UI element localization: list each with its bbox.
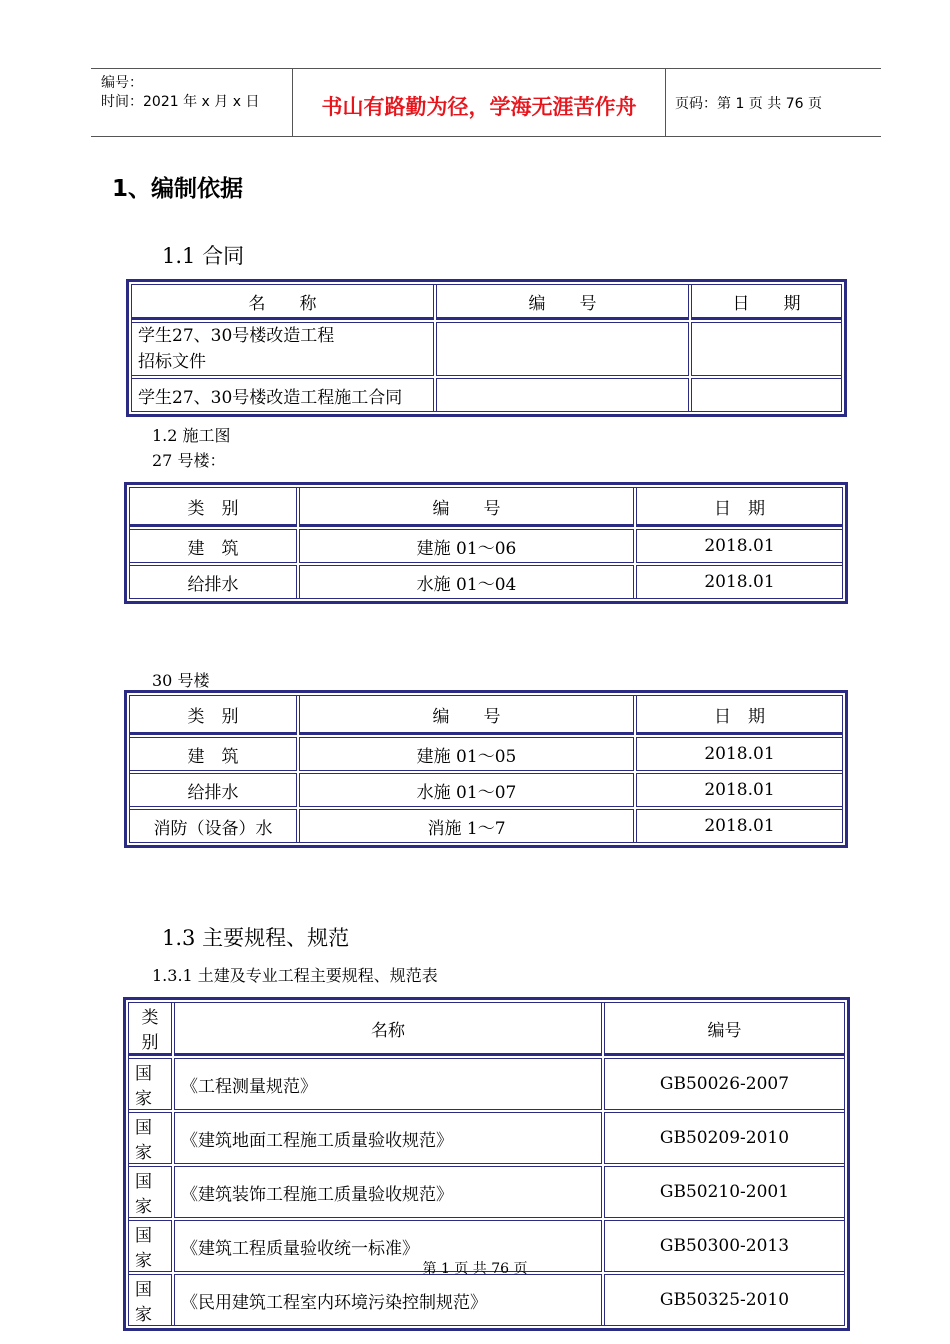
table-cell: 建施 01～05: [299, 737, 634, 771]
subsection-title-standards: 1.3 主要规程、规范: [162, 926, 350, 950]
table-cell: 学生27、30号楼改造工程施工合同: [131, 378, 434, 412]
table-cell: 水施 01～04: [299, 565, 634, 599]
table-cell: 国家: [128, 1166, 172, 1218]
table-cell: 《民用建筑工程室内环境污染控制规范》: [174, 1274, 602, 1326]
building-27-label: 27 号楼：: [152, 451, 226, 470]
col-header: 编 号: [299, 487, 634, 527]
table-cell: 国家: [128, 1112, 172, 1164]
table-cell: GB50300-2013: [604, 1220, 845, 1272]
col-header: 类 别: [129, 487, 297, 527]
col-header: 日 期: [636, 695, 843, 735]
table-cell: GB50210-2001: [604, 1166, 845, 1218]
table-cell: 给排水: [129, 773, 297, 807]
table-cell: GB50325-2010: [604, 1274, 845, 1326]
header-meta-cell: [91, 69, 293, 136]
table-cell: [691, 378, 842, 412]
table-cell: 消施 1～7: [299, 809, 634, 843]
page-indicator: 页码：第 1 页 共 76 页: [675, 96, 822, 112]
table-cell: 消防（设备）水: [129, 809, 297, 843]
doc-date-label: 时间：2021 年 x 月 x 日: [101, 94, 260, 110]
table-cell: 建 筑: [129, 529, 297, 563]
table-cell: 2018.01: [636, 809, 843, 843]
table-cell: 《建筑工程质量验收统一标准》: [174, 1220, 602, 1272]
standards-table: [123, 997, 850, 1331]
col-header: 编 号: [299, 695, 634, 735]
standards-table-caption: 1.3.1 土建及专业工程主要规程、规范表: [152, 966, 438, 985]
table-cell: 建施 01～06: [299, 529, 634, 563]
table-cell: 水施 01～07: [299, 773, 634, 807]
col-header: 类别: [128, 1002, 172, 1056]
table-cell: 2018.01: [636, 529, 843, 563]
table-cell: 国家: [128, 1220, 172, 1272]
motto-text: 书山有路勤为径，学海无涯苦作舟: [321, 95, 637, 119]
col-header: 类 别: [129, 695, 297, 735]
page-header: [91, 68, 881, 137]
contract-table: [126, 279, 847, 417]
drawings-27-table: [124, 482, 848, 604]
header-motto-cell: [293, 69, 666, 136]
table-cell: 《建筑地面工程施工质量验收规范》: [174, 1112, 602, 1164]
table-cell: 建 筑: [129, 737, 297, 771]
table-cell: [691, 322, 842, 376]
page-footer: 第 1 页 共 76 页: [422, 1261, 528, 1277]
building-30-label: 30 号楼: [152, 671, 210, 690]
table-cell: [436, 378, 689, 412]
table-cell: 学生27、30号楼改造工程 招标文件: [131, 322, 434, 376]
table-cell: GB50026-2007: [604, 1058, 845, 1110]
col-header: 编号: [604, 1002, 845, 1056]
col-header: 编 号: [436, 284, 689, 320]
table-cell: 《建筑装饰工程施工质量验收规范》: [174, 1166, 602, 1218]
table-cell: 2018.01: [636, 737, 843, 771]
table-cell: 《工程测量规范》: [174, 1058, 602, 1110]
subsection-title-contract: 1.1 合同: [162, 244, 245, 268]
col-header: 名称: [174, 1002, 602, 1056]
header-page-cell: [666, 69, 881, 136]
table-cell: 给排水: [129, 565, 297, 599]
col-header: 日 期: [636, 487, 843, 527]
table-cell: 2018.01: [636, 565, 843, 599]
table-cell: [436, 322, 689, 376]
drawings-30-table: [124, 690, 848, 848]
col-header: 日 期: [691, 284, 842, 320]
doc-number-label: 编号：: [101, 75, 143, 91]
col-header: 名 称: [131, 284, 434, 320]
table-cell: 国家: [128, 1274, 172, 1326]
section-title: 1、编制依据: [112, 176, 244, 202]
table-cell: 国家: [128, 1058, 172, 1110]
subsection-title-drawings: 1.2 施工图: [152, 426, 231, 445]
table-cell: GB50209-2010: [604, 1112, 845, 1164]
table-cell: 2018.01: [636, 773, 843, 807]
